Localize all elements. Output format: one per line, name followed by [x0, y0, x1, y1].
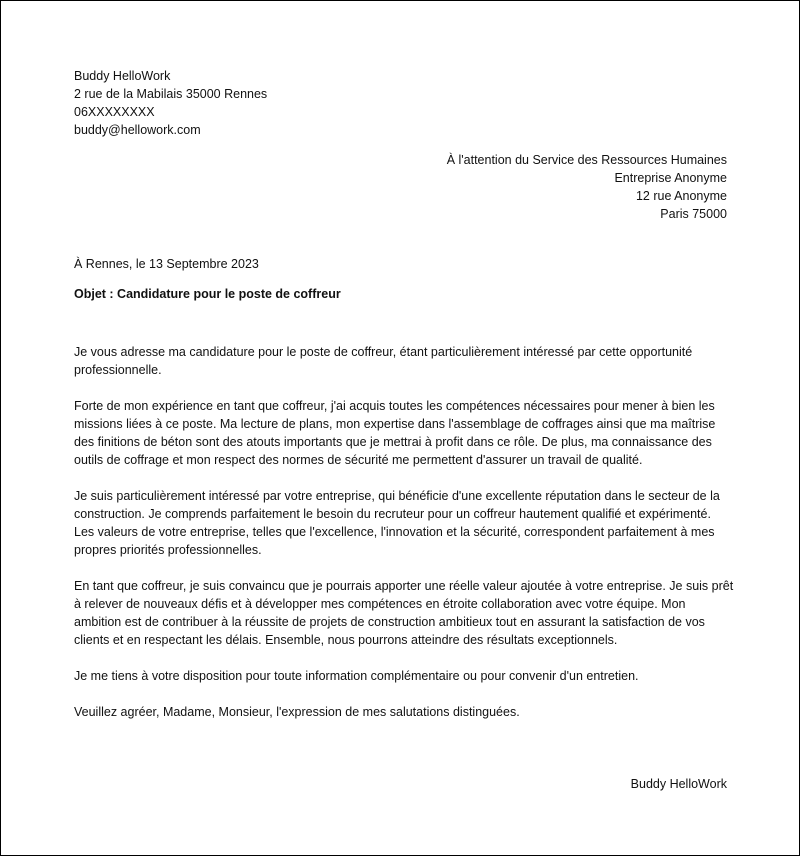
body-paragraph: Je me tiens à votre disposition pour toute information complémentaire ou pour convenir d'un entretien. [74, 669, 639, 683]
body-paragraph: Je suis particulièrement intéressé par votre entreprise, qui bénéficie d'une excellente réputation dans le secteur de la construction. Je comprends parfaitement le besoin du recruteur pour un coffreur hautement qualifié et expérimenté. Les valeurs de votre entreprise, telles que l'excellence, l'innovation et la sécurité, correspondent parfaitement à mes propres priorités professionnelles. [74, 489, 720, 557]
sender-address: 2 rue de la Mabilais 35000 Rennes [74, 87, 268, 101]
body-paragraph: En tant que coffreur, je suis convaincu que je pourrais apporter une réelle valeur ajoutée à votre entreprise. Je suis prêt à relever de nouveaux défis et à développer mes compétences en étroite collaboration avec votre équipe. Mon ambition est de contribuer à la réussite de projets de construction ambitieux tout en assurant la satisfaction de vos clients et en respectant les délais. Ensemble, nous pourrons atteindre des résultats exceptionnels. [74, 579, 734, 647]
recipient-company: Entreprise Anonyme [614, 171, 727, 185]
sender-block [74, 67, 267, 139]
letter-body [74, 343, 734, 739]
sender-email: buddy@hellowork.com [74, 123, 201, 137]
sender-name: Buddy HelloWork [74, 69, 171, 83]
body-paragraph: Je vous adresse ma candidature pour le poste de coffreur, étant particulièrement intéressé par cette opportunité professionnelle. [74, 345, 693, 377]
subject-line: Objet : Candidature pour le poste de coffreur [74, 287, 341, 301]
sender-phone: 06XXXXXXXX [74, 105, 155, 119]
body-paragraph: Forte de mon expérience en tant que coffreur, j'ai acquis toutes les compétences nécessaires pour mener à bien les missions liées à ce poste. Ma lecture de plans, mon expertise dans l'assemblage de coffrages ainsi que ma maîtrise des finitions de béton sont des atouts importants que je mettrai à profit dans ce rôle. De plus, ma connaissance des outils de coffrage et mon respect des normes de sécurité me permettent d'assurer un travail de qualité. [74, 399, 716, 467]
recipient-street: 12 rue Anonyme [635, 189, 727, 203]
date-line: À Rennes, le 13 Septembre 2023 [74, 257, 259, 271]
signature: Buddy HelloWork [630, 777, 727, 791]
recipient-attention: À l'attention du Service des Ressources Humaines [446, 153, 727, 167]
recipient-block [447, 151, 727, 223]
closing-paragraph: Veuillez agréer, Madame, Monsieur, l'expression de mes salutations distinguées. [74, 705, 520, 719]
recipient-city: Paris 75000 [660, 207, 727, 221]
